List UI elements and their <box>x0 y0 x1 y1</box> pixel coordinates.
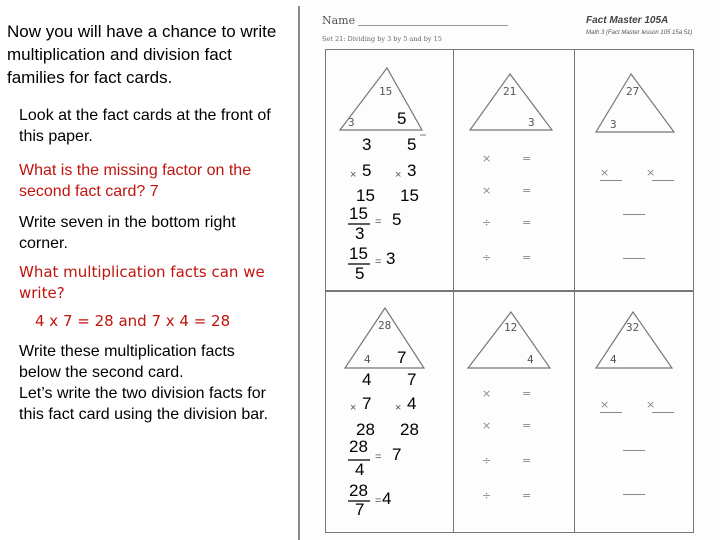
division-text: Let’s write the two division facts for this fact card using the division bar. <box>19 385 269 423</box>
card2-div1-dividend: 28 <box>349 437 368 456</box>
worksheet <box>298 6 720 540</box>
card2-div2-dividend: 28 <box>349 481 368 500</box>
instruction-write-seven: Write seven in the bottom right corner. <box>19 214 236 252</box>
card1-fact1-b: 5 <box>362 161 372 180</box>
card1-fact2-b: 3 <box>407 161 417 180</box>
times-sign: × <box>350 402 357 414</box>
card1-top: 15 <box>379 85 393 98</box>
instruction-write-these <box>19 341 281 425</box>
card1-div2-quotient: 3 <box>386 249 396 268</box>
instruction-which-facts: What multiplication facts can we write? <box>19 263 265 302</box>
equals-sign: = <box>375 451 382 463</box>
op-equals: = <box>522 454 532 467</box>
equals-sign: = <box>375 256 382 268</box>
card1-fact2-product: 15 <box>400 186 419 205</box>
equals-sign: = <box>375 216 382 228</box>
worksheet-series: Math 3 (Fact Master lesson 105 15a 51) <box>586 30 693 36</box>
op-times: × <box>646 398 656 411</box>
op-divide: ÷ <box>482 489 492 502</box>
op-equals: = <box>522 387 532 400</box>
card6-left: 4 <box>610 353 617 366</box>
op-times: × <box>482 184 492 197</box>
card1-div1-dividend: 15 <box>349 204 368 223</box>
worksheet-subtitle: Set 21: Dividing by 3 by 5 and by 15 <box>322 35 442 43</box>
card2-fact1-product: 28 <box>356 420 375 439</box>
card2-div1-divisor: 4 <box>355 460 365 479</box>
op-equals: = <box>522 216 532 229</box>
card2-div2-divisor: 7 <box>355 500 365 519</box>
card6-top: 32 <box>626 321 640 334</box>
times-sign: × <box>395 169 402 181</box>
op-equals: = <box>522 251 532 264</box>
handwritten-division-bars <box>300 6 720 540</box>
card4-left: 4 <box>364 353 371 366</box>
facts-text: 4 x 7 = 28 and 7 x 4 = 28 <box>35 312 231 330</box>
card1-div1-quotient: 5 <box>392 210 402 229</box>
card1-right: 5 <box>397 109 407 128</box>
card2-div2-quotient: 4 <box>382 489 392 508</box>
op-divide: ÷ <box>482 251 492 264</box>
card2-top: 21 <box>503 85 517 98</box>
op-times: × <box>482 419 492 432</box>
card5-top: 12 <box>504 321 518 334</box>
card2-fact2-product: 28 <box>400 420 419 439</box>
card1-div2-divisor: 5 <box>355 264 365 283</box>
op-times: × <box>600 398 610 411</box>
card1-left: 3 <box>348 116 355 129</box>
card2-fact1-a: 4 <box>362 370 372 389</box>
card1-fact1-a: 3 <box>362 135 372 154</box>
instruction-question <box>19 160 289 202</box>
op-equals: = <box>522 184 532 197</box>
card5-right: 4 <box>527 353 534 366</box>
card3-left: 3 <box>610 118 617 131</box>
card2-fact1-b: 7 <box>362 394 372 413</box>
equals-sign: = <box>375 495 382 507</box>
card2-right: 3 <box>528 116 535 129</box>
card2-fact2-b: 4 <box>407 394 417 413</box>
op-equals: = <box>522 489 532 502</box>
instruction-look: Look at the fact cards at the front of this paper. <box>19 107 271 145</box>
op-times: × <box>482 152 492 165</box>
card2-right: 7 <box>397 348 407 367</box>
answer-text: 7 <box>149 183 159 200</box>
worksheet-title: Fact Master 105A <box>586 15 669 26</box>
op-divide: ÷ <box>482 216 492 229</box>
card1-fact2-a: 5 <box>407 135 417 154</box>
op-equals: = <box>522 152 532 165</box>
times-sign: × <box>395 402 402 414</box>
times-sign: × <box>350 169 357 181</box>
op-times: × <box>646 166 656 179</box>
op-times: × <box>600 166 610 179</box>
intro-text: Now you will have a chance to write multiplication and division fact families for fact cards. <box>7 22 277 87</box>
card2-fact2-a: 7 <box>407 370 417 389</box>
card1-fact1-product: 15 <box>356 186 375 205</box>
card2-div1-quotient: 7 <box>392 445 402 464</box>
card4-top: 28 <box>378 319 392 332</box>
op-divide: ÷ <box>482 454 492 467</box>
card1-div2-dividend: 15 <box>349 244 368 263</box>
op-equals: = <box>522 419 532 432</box>
op-times: × <box>482 387 492 400</box>
write-these-text: Write these multiplication facts below the second card. <box>19 343 235 381</box>
question-text: What is the missing factor on the second fact card? <box>19 162 252 200</box>
card1-div1-divisor: 3 <box>355 224 365 243</box>
card3-top: 27 <box>626 85 640 98</box>
name-label: Name <box>322 14 356 27</box>
